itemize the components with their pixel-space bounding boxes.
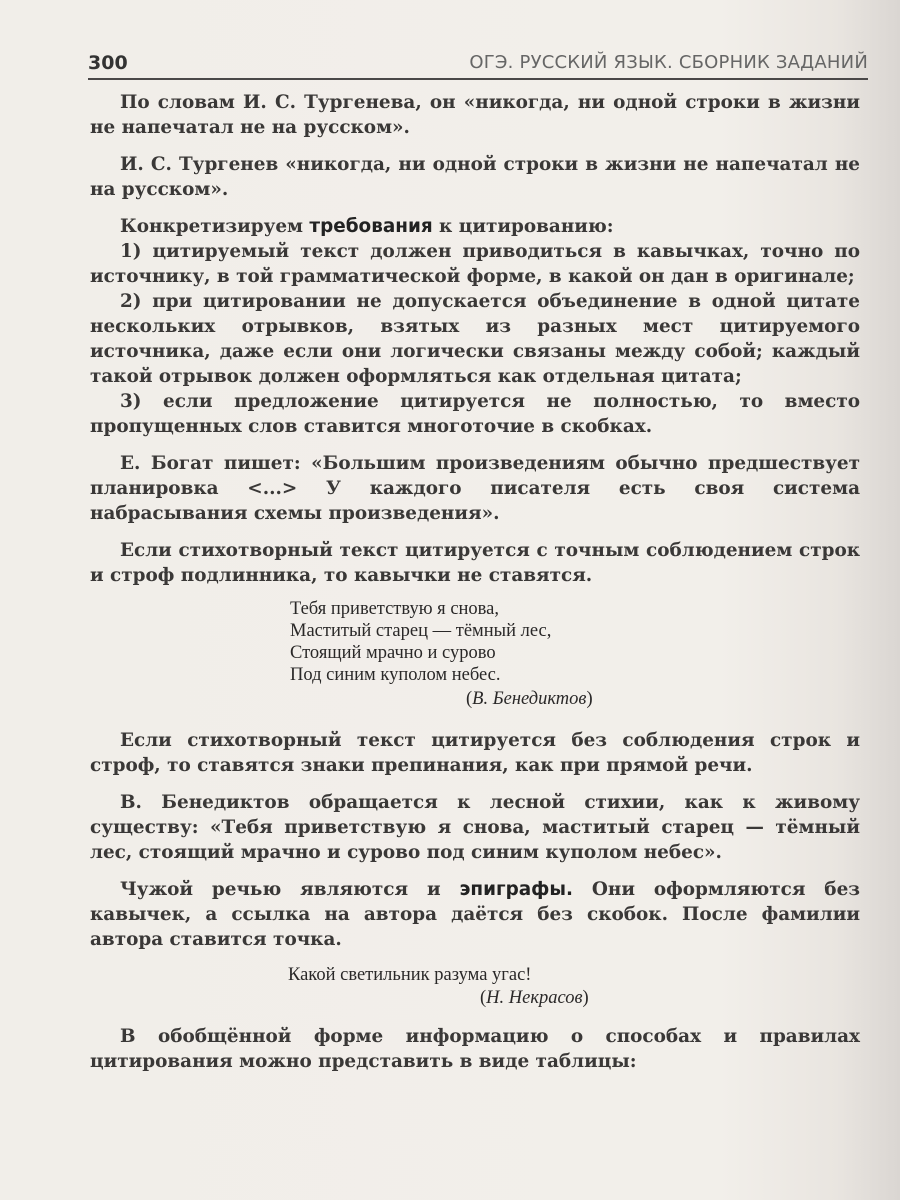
epigraphs-before: Чужой речью являются и bbox=[120, 879, 460, 900]
poem-author: (В. Бенедиктов) bbox=[466, 689, 593, 709]
paragraph-bogat-quote: Е. Богат пишет: «Большим произведениям обычно предшествует планировка <...> У каждого писателя есть своя система набрасывания схемы произведения». bbox=[90, 453, 860, 524]
epigraph-author-name: Н. Некрасов bbox=[486, 988, 583, 1008]
requirement-item-3: 3) если предложение цитируется не полностью, то вместо пропущенных слов ставится многоточие в скобках. bbox=[90, 391, 860, 437]
paragraph-verse-exact: Если стихотворный текст цитируется с точным соблюдением строк и строф подлинника, то кавычки не ставятся. bbox=[90, 540, 860, 586]
poem-line: Тебя приветствую я снова, bbox=[290, 599, 500, 619]
requirement-item-2: 2) при цитировании не допускается объединение в одной цитате нескольких отрывков, взятых из разных мест цитируемого источника, даже если они логически связаны между собой; каждый такой отрывок должен оформляться как отдельная цитата; bbox=[90, 291, 860, 387]
term-epigraphs: эпиграфы. bbox=[459, 879, 574, 900]
paragraph-table-intro: В обобщённой форме информацию о способах и правилах цитирования можно представить в виде таблицы: bbox=[90, 1026, 860, 1072]
term-requirements: требования bbox=[309, 216, 433, 237]
paragraph-turgenev-indirect: По словам И. С. Тургенева, он «никогда, ни одной строки в жизни не напечатал не на русском». bbox=[90, 92, 860, 138]
page-header bbox=[88, 52, 868, 80]
paragraph-verse-loose: Если стихотворный текст цитируется без соблюдения строк и строф, то ставятся знаки препинания, как при прямой речи. bbox=[90, 730, 860, 776]
poem-author-name: В. Бенедиктов bbox=[472, 689, 587, 709]
poem-line: Под синим куполом небес. bbox=[290, 665, 501, 685]
page-body bbox=[90, 90, 860, 1086]
running-title: ОГЭ. РУССКИЙ ЯЗЫК. СБОРНИК ЗАДАНИЙ bbox=[469, 52, 868, 73]
paragraph-epigraphs bbox=[90, 877, 860, 952]
requirements-intro-before: Конкретизируем bbox=[120, 216, 310, 237]
requirement-item-1: 1) цитируемый текст должен приводиться в кавычках, точно по источнику, в той грамматической форме, в какой он дан в оригинале; bbox=[90, 241, 860, 287]
poem-quote bbox=[290, 598, 860, 710]
epigraph-example bbox=[288, 964, 860, 1010]
paragraph-turgenev-direct: И. С. Тургенев «никогда, ни одной строки в жизни не напечатал не на русском». bbox=[90, 154, 860, 200]
paragraph-benediktov-quote: В. Бенедиктов обращается к лесной стихии, как к живому существу: «Тебя приветствую я снова, маститый старец — тёмный лес, стоящий мрачно и сурово под синим куполом небес». bbox=[90, 792, 860, 863]
page-number: 300 bbox=[88, 52, 128, 74]
poem-line: Стоящий мрачно и сурово bbox=[290, 643, 496, 663]
epigraph-line: Какой светильник разума угас! bbox=[288, 965, 532, 985]
epigraph-author: (Н. Некрасов) bbox=[480, 988, 589, 1008]
poem-line: Маститый старец — тёмный лес, bbox=[290, 621, 552, 641]
paragraph-requirements-intro bbox=[90, 214, 860, 239]
requirements-intro-after: к цитированию: bbox=[432, 216, 614, 237]
epigraphs-after: Они оформляются без кавычек, а ссылка на автора даётся без скобок. После фамилии автора ставится точка. bbox=[90, 879, 861, 950]
